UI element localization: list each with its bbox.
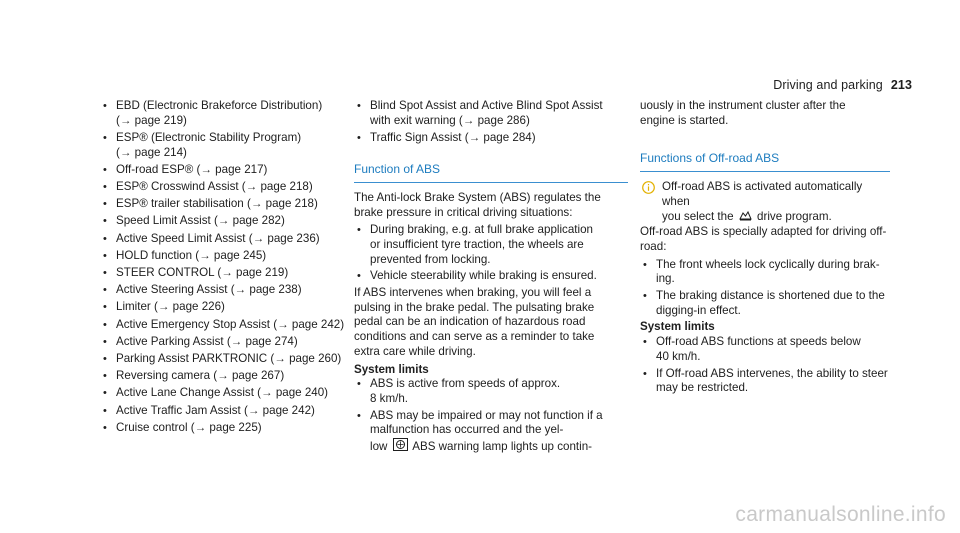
info-note: Off-road ABS is activated automatically when you select the drive program. [640, 180, 890, 224]
list-item: • The front wheels lock cyclically during brak- ing. [640, 258, 890, 287]
list-item: • Limiter (→ page 226) [100, 300, 355, 315]
abs-paragraph: If ABS intervenes when braking, you will feel a pulsing in the brake pedal. The pulsating brake pedal can be an indication of hazardous road conditions and can serve as a reminder to take extra care while driving. [354, 286, 595, 358]
list-item: • If Off-road ABS intervenes, the ability to steer may be restricted. [640, 367, 890, 396]
column-3 [640, 99, 890, 398]
list-item: • ESP® (Electronic Stability Program) (→ page 214) [100, 131, 355, 160]
page-number: 213 [890, 78, 912, 92]
abs-intro: The Anti-lock Brake System (ABS) regulates the brake pressure in critical driving situations: [354, 190, 601, 219]
list-item: • During braking, e.g. at full brake application or insufficient tyre traction, the wheels are prevented from locking. [354, 223, 628, 267]
list-item: • Active Traffic Jam Assist (→ page 242) [100, 404, 355, 419]
watermark: carmanualsonline.info [735, 503, 946, 526]
list-item: • Active Parking Assist (→ page 274) [100, 335, 355, 350]
abs-limits [354, 377, 628, 455]
list-item: • Active Emergency Stop Assist (→ page 242) [100, 318, 355, 333]
list-item: • ABS may be impaired or may not function if a malfunction has occurred and the yel- low ABS warning lamp lights up contin- [354, 409, 628, 455]
offroad-drive-program-icon [739, 210, 752, 221]
offroad-abs-paragraph: Off-road ABS is specially adapted for driving off- road: [640, 225, 887, 253]
list-item: • Traffic Sign Assist (→ page 284) [354, 131, 628, 146]
list-item: • Blind Spot Assist and Active Blind Spot Assist with exit warning (→ page 286) [354, 99, 628, 128]
section-title: Driving and parking [773, 78, 883, 92]
list-item: • Active Lane Change Assist (→ page 240) [100, 386, 355, 401]
offroad-abs-limits [640, 335, 890, 396]
list-item: • HOLD function (→ page 245) [100, 249, 355, 264]
list-item: • Cruise control (→ page 225) [100, 421, 355, 436]
list-item: • EBD (Electronic Brakeforce Distribution) (→ page 219) [100, 99, 355, 128]
list-item: • ESP® trailer stabilisation (→ page 218) [100, 197, 355, 212]
abs-section-title: Function of ABS [354, 162, 628, 183]
system-limits-title: System limits [640, 320, 715, 334]
list-item: • STEER CONTROL (→ page 219) [100, 266, 355, 281]
system-limits-title: System limits [354, 362, 429, 376]
list-item: • Vehicle steerability while braking is ensured. [354, 269, 628, 284]
list-item: • ESP® Crosswind Assist (→ page 218) [100, 180, 355, 195]
offroad-abs-bullets [640, 258, 890, 319]
column-1 [100, 99, 355, 438]
info-icon [642, 181, 655, 194]
continued-text: uously in the instrument cluster after the engine is started. [640, 99, 846, 127]
page-header [773, 78, 912, 92]
abs-bullets [354, 223, 628, 284]
column-2 [354, 99, 628, 457]
list-item: • Off-road ABS functions at speeds below 40 km/h. [640, 335, 890, 364]
abs-warning-lamp-icon [393, 438, 408, 451]
list-item: • Active Speed Limit Assist (→ page 236) [100, 232, 355, 247]
list-item: • Parking Assist PARKTRONIC (→ page 260) [100, 352, 355, 367]
list-item: • ABS is active from speeds of approx. 8 km/h. [354, 377, 628, 406]
list-item: • Off-road ESP® (→ page 217) [100, 163, 355, 178]
list-item: • Active Steering Assist (→ page 238) [100, 283, 355, 298]
driving-systems-list-continued [354, 99, 628, 146]
list-item: • Speed Limit Assist (→ page 282) [100, 214, 355, 229]
list-item: • Reversing camera (→ page 267) [100, 369, 355, 384]
driving-systems-list [100, 99, 355, 436]
list-item: • The braking distance is shortened due to the digging-in effect. [640, 289, 890, 318]
offroad-abs-section-title: Functions of Off-road ABS [640, 151, 890, 172]
